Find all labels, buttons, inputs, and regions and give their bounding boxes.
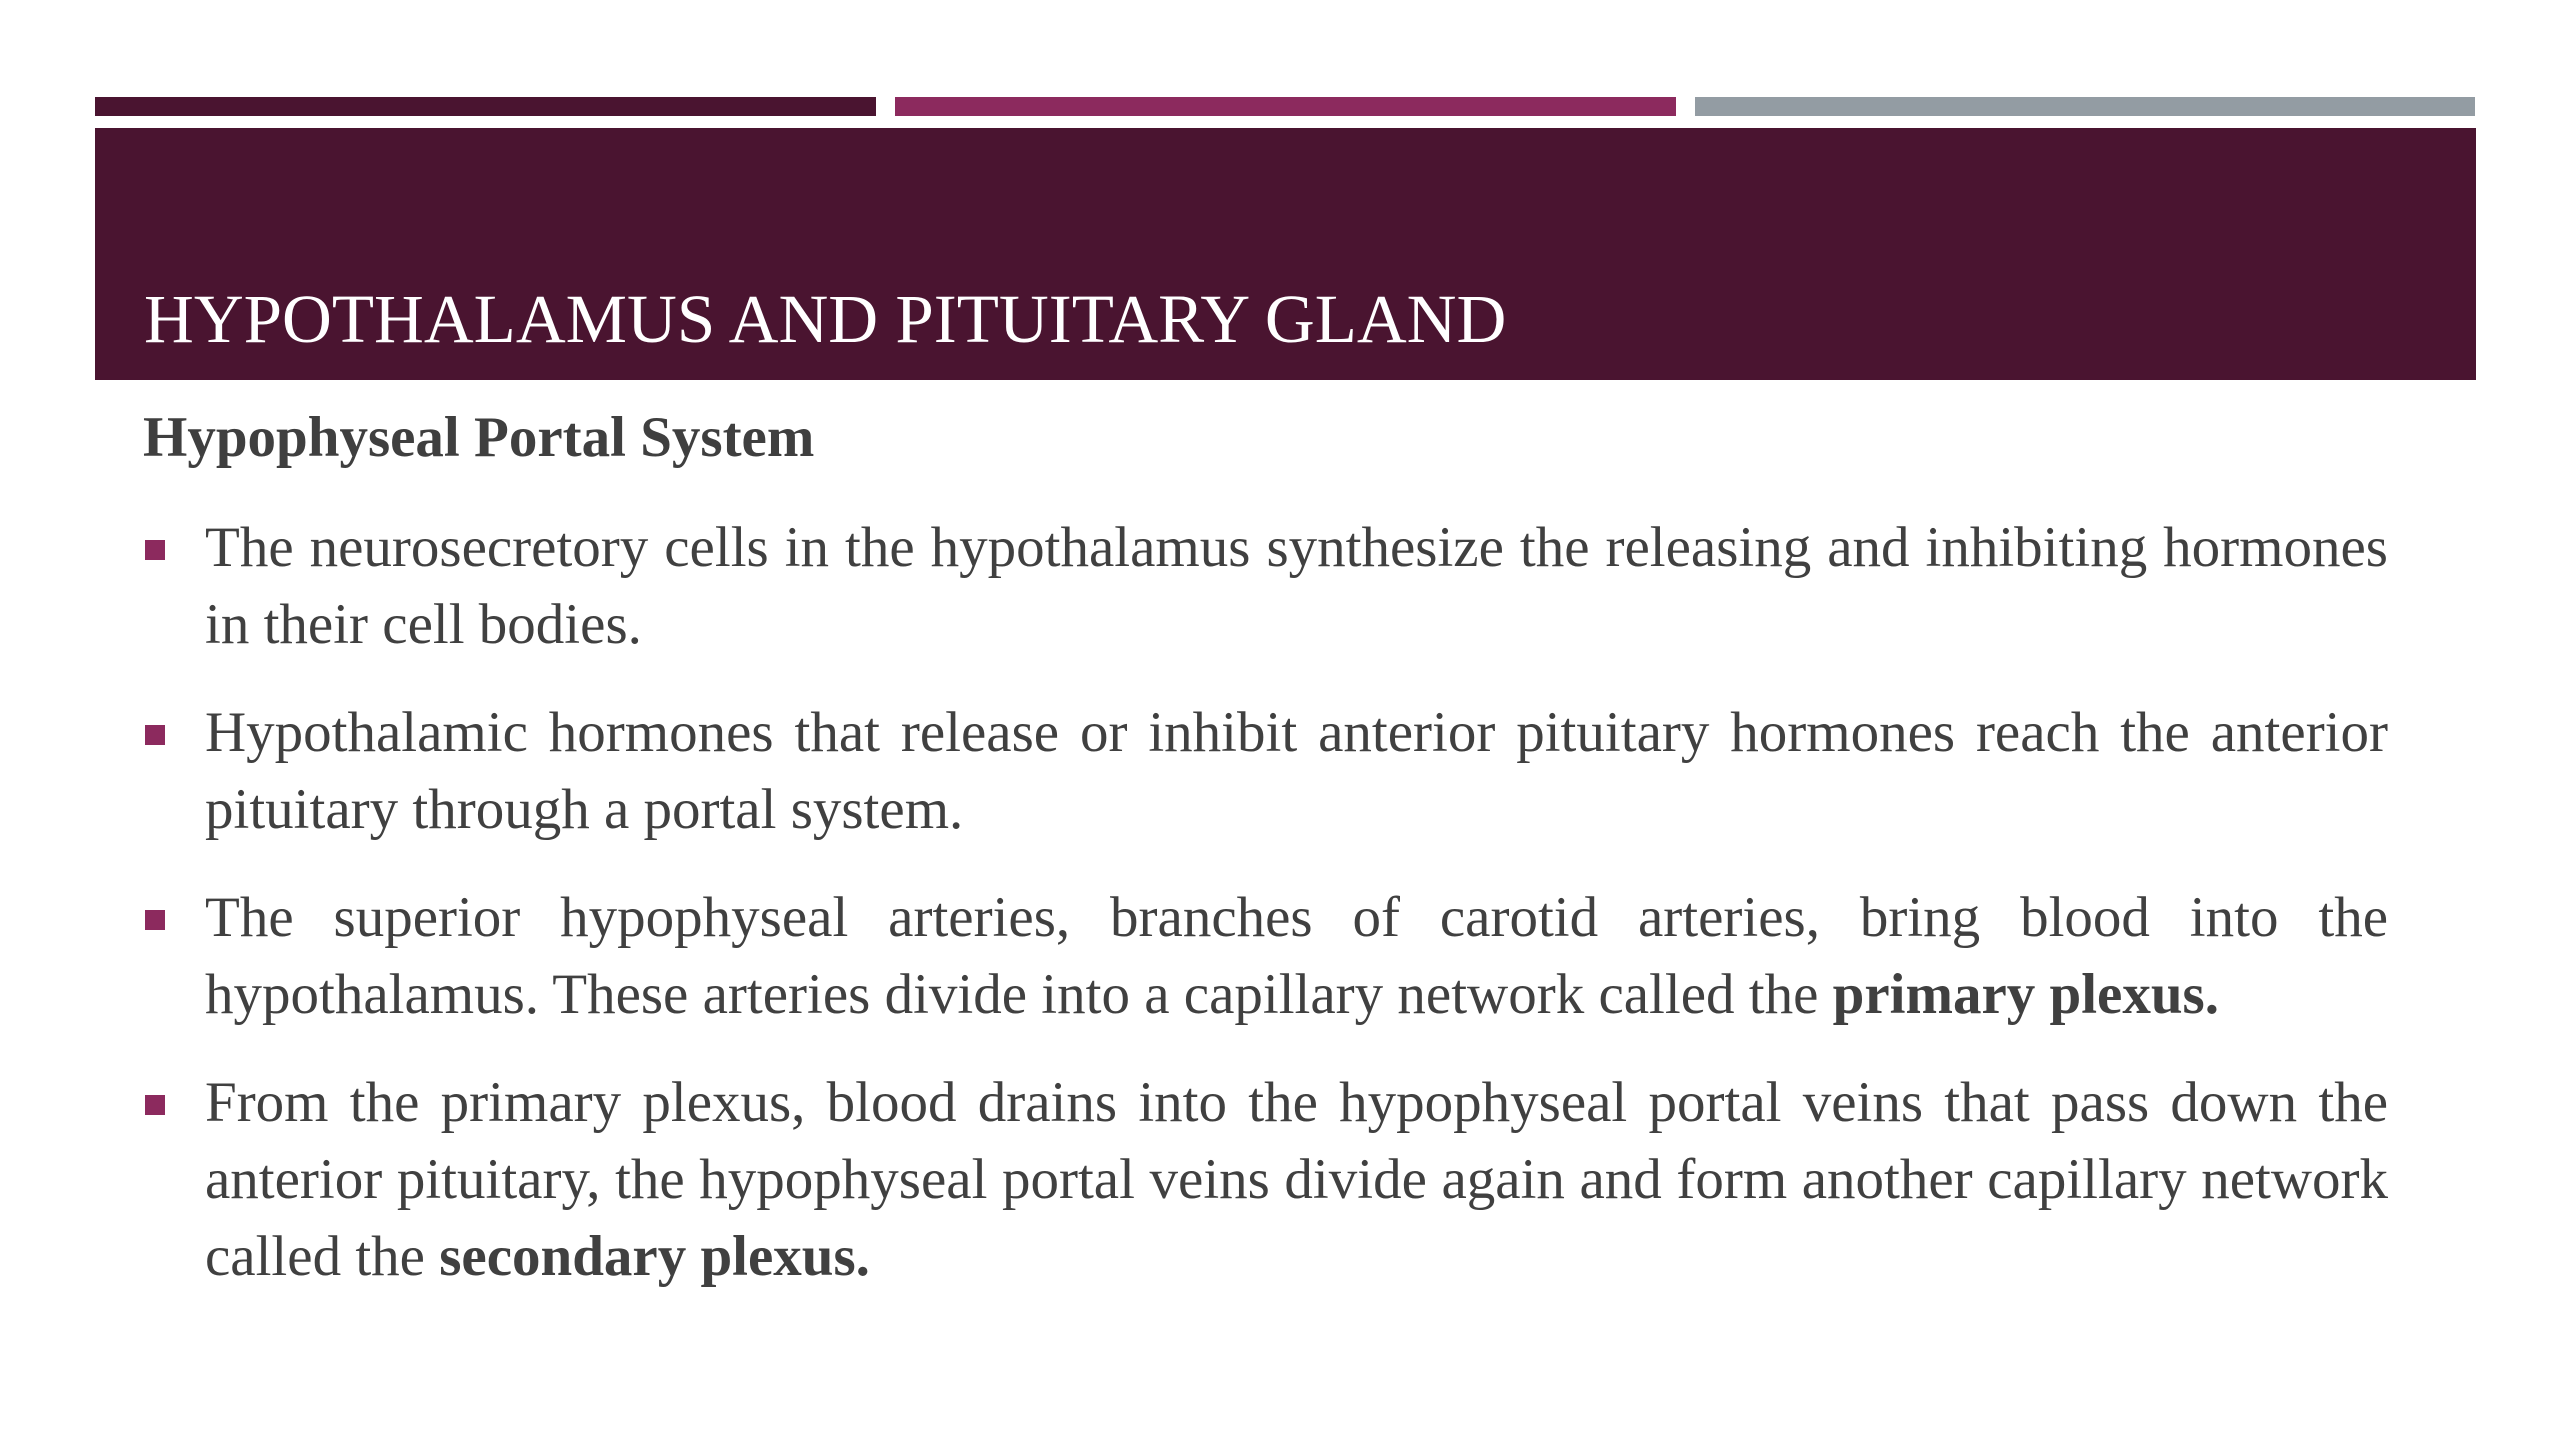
- bullet-bold-term: secondary plexus.: [439, 1225, 870, 1289]
- bullet-text: Hypothalamic hormones that release or inhibit anterior pituitary hormones reach the anterior pituitary through a portal system.: [205, 701, 2388, 842]
- bullet-list: [143, 509, 2388, 1295]
- bullet-item: [143, 509, 2388, 663]
- slide-subtitle: Hypophyseal Portal System: [143, 406, 815, 469]
- bullet-item: [143, 879, 2388, 1033]
- slide-title: HYPOTHALAMUS AND PITUITARY GLAND: [144, 281, 1507, 357]
- bullet-text: The neurosecretory cells in the hypothalamus synthesize the releasing and inhibiting hormones in their cell bodies.: [205, 516, 2388, 657]
- slide-content: [143, 402, 2388, 1326]
- title-band: [95, 128, 2476, 380]
- square-bullet-icon: [145, 540, 165, 560]
- bullet-text: The superior hypophyseal arteries, branches of carotid arteries, bring blood into the hypothalamus. These arteries divide into a capillary network called the: [205, 886, 2388, 1027]
- bullet-bold-term: primary plexus.: [1832, 963, 2219, 1027]
- square-bullet-icon: [145, 725, 165, 745]
- square-bullet-icon: [145, 1095, 165, 1115]
- accent-bar-magenta: [895, 97, 1676, 116]
- bullet-item: [143, 694, 2388, 848]
- bullet-item: [143, 1064, 2388, 1295]
- accent-bar-dark: [95, 97, 876, 116]
- bullet-text: From the primary plexus, blood drains into the hypophyseal portal veins that pass down the anterior pituitary, the hypophyseal portal veins divide again and form another capillary network called the: [205, 1071, 2388, 1289]
- accent-bar-gray: [1695, 97, 2475, 116]
- square-bullet-icon: [145, 910, 165, 930]
